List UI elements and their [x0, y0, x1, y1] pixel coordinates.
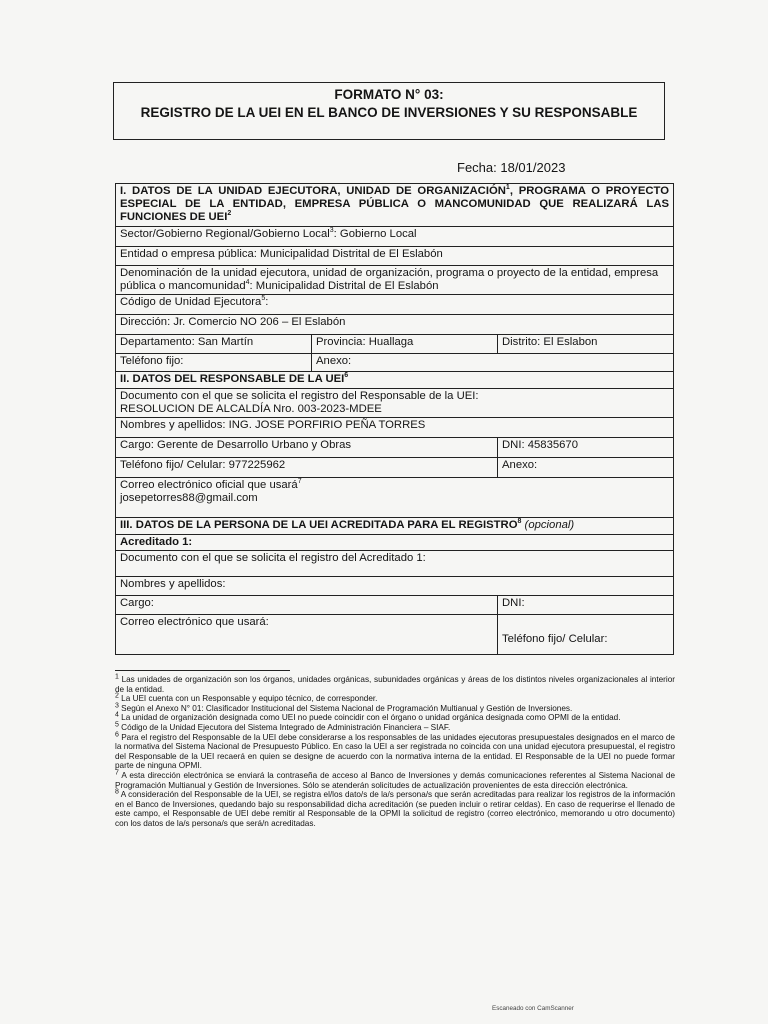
documento-responsable-row: [116, 389, 674, 418]
section2-heading: [116, 372, 674, 389]
form-title-box: [113, 82, 665, 140]
denominacion-row: [116, 266, 674, 295]
correo-acreditado-row: [116, 615, 674, 655]
footnote-ref-4: 4: [245, 279, 250, 287]
footnote-ref-8: 8: [517, 518, 522, 526]
sector-row: [116, 227, 674, 247]
section1-heading: [116, 184, 674, 227]
sector-value: : Gobierno Local: [333, 228, 417, 240]
ubicacion-row: [116, 335, 674, 354]
cargo-responsable-field: Cargo: Gerente de Desarrollo Urbano y Obras: [116, 438, 498, 458]
dni-acreditado-field: DNI:: [498, 596, 674, 615]
direccion-field: Dirección: Jr. Comercio NO 206 – El Eslabón: [116, 315, 674, 335]
correo-responsable-label: Correo electrónico oficial que usará: [120, 479, 298, 491]
distrito-field: Distrito: El Eslabon: [498, 335, 674, 354]
telefono-responsable-row: [116, 458, 674, 478]
footnote-ref-6: 6: [344, 372, 349, 380]
scanner-watermark: Escaneado con CamScanner: [492, 1005, 574, 1012]
section3-optional: (opcional): [521, 519, 575, 531]
direccion-row: [116, 315, 674, 335]
codigo-label: Código de Unidad Ejecutora: [120, 296, 262, 308]
telefono-acreditado-field: Teléfono fijo/ Celular:: [498, 615, 674, 655]
section1-heading-a: I. DATOS DE LA UNIDAD EJECUTORA, UNIDAD DE ORGANIZACIÓN: [120, 185, 506, 197]
acreditado-row: [116, 535, 674, 551]
cargo-acreditado-field: Cargo:: [116, 596, 498, 615]
footnote-ref-3: 3: [329, 227, 334, 235]
footnotes: [115, 675, 675, 829]
acreditado-label: Acreditado 1:: [116, 535, 674, 551]
section1-heading-b: , PROGRAMA O PROYECTO ESPECIAL DE LA ENTIDAD, EMPRESA PÚBLICA O MANCOMUNIDAD QUE REALIZARÁ LAS FUNCIONES DE UEI: [120, 185, 670, 223]
departamento-field: Departamento: San Martín: [116, 335, 312, 354]
section2-heading-text: II. DATOS DEL RESPONSABLE DE LA UEI: [120, 373, 345, 385]
footnote-7: $^7$ A esta dirección electrónica se enviará la contraseña de acceso al Banco de Inversiones y demás comunicaciones referentes al Sistema Nacional de Programación Multianual y Gestión de Inversiones. Sólo se atenderán solicitudes de actualización provenientes de esta dirección electrónica.: [115, 769, 675, 790]
cargo-acreditado-row: [116, 596, 674, 615]
codigo-suffix: :: [265, 296, 269, 308]
entidad-field: Entidad o empresa pública: Municipalidad Distrital de El Eslabón: [116, 247, 674, 266]
form-date: Fecha: 18/01/2023: [457, 160, 566, 175]
telefono-responsable-field: Teléfono fijo/ Celular: 977225962: [116, 458, 498, 478]
footnote-5: $^5$ Código de la Unidad Ejecutora del Sistema Integrado de Administración Financiera – SIAF.: [115, 721, 451, 732]
nombres-responsable-field: Nombres y apellidos: ING. JOSE PORFIRIO PEÑA TORRES: [116, 418, 674, 438]
nombres-acreditado-field: Nombres y apellidos:: [116, 577, 674, 596]
footnote-1: $^1$ Las unidades de organización son los órganos, unidades orgánicas, subunidades orgánicas y áreas de los distintos niveles organizacionales al interior de la entidad.: [115, 673, 675, 694]
dni-responsable-field: DNI: 45835670: [498, 438, 674, 458]
section3-heading: [116, 518, 674, 535]
denominacion-value: : Municipalidad Distrital de El Eslabón: [249, 280, 439, 292]
footnote-4: $^4$ La unidad de organización designada como UEI no puede coincidir con el órgano o unidad orgánica designada como OPMI de la entidad.: [115, 711, 621, 723]
documento-acreditado-row: [116, 551, 674, 577]
denominacion-label: Denominación de la unidad ejecutora, unidad de organización, programa o proyecto de la entidad, empresa pública o mancomunidad: [120, 267, 659, 292]
form-title: REGISTRO DE LA UEI EN EL BANCO DE INVERSIONES Y SU RESPONSABLE: [140, 105, 638, 120]
footnote-separator: [115, 670, 290, 671]
footnote-ref-7: 7: [297, 478, 302, 486]
footnote-8: $^8$ A consideración del Responsable de la UEI, se registra el/los dato/s de la/s persona/s que serán acreditadas para realizar los registros de la información en el Banco de Inversiones, quedando bajo su responsabilidad dicha acreditación (se pueden incluir o retirar celdas). En caso de requerirse el llenado de este campo, el Responsable de UEI debe remitir al Responsable de la OPMI la solicitud de registro (correo electrónico, memorando u otro documento) con los datos de la/s persona/s que será/n acreditadas.: [115, 788, 675, 828]
sector-label: Sector/Gobierno Regional/Gobierno Local: [120, 228, 330, 240]
anexo-responsable-field: Anexo:: [498, 458, 674, 478]
correo-acreditado-field: Correo electrónico que usará:: [116, 615, 498, 655]
footnote-ref-5: 5: [261, 295, 266, 303]
cargo-responsable-row: [116, 438, 674, 458]
footnote-3: $^3$ Según el Anexo N° 01: Clasificador Institucional del Sistema Nacional de Programación Multianual y Gestión de Inversiones.: [115, 702, 573, 713]
registration-form-table: [115, 183, 674, 655]
nombres-responsable-row: [116, 418, 674, 438]
section3-heading-text: III. DATOS DE LA PERSONA DE LA UEI ACREDITADA PARA EL REGISTRO: [120, 519, 518, 531]
footnote-2: $^2$ La UEI cuenta con un Responsable y equipo técnico, de corresponder.: [115, 692, 378, 704]
codigo-row: [116, 295, 674, 315]
correo-responsable-row: [116, 478, 674, 518]
footnote-6: $^6$ Para el registro del Responsable de la UEI debe considerarse a los responsables de las unidades ejecutoras presupuestales designados en el marco de la normativa del Sistema Nacional de Presupuesto Público. En caso la UEI a ser registrada no coincida con una unidad ejecutora presupuestal, el registro del Responsable de la UEI recaerá en quien se designe de acuerdo con la normativa interna de la entidad. El Responsable de la UEI no puede formar parte de ninguna OPMI.: [115, 730, 675, 771]
documento-responsable-value: RESOLUCION DE ALCALDÍA Nro. 003-2023-MDEE: [120, 403, 382, 415]
provincia-field: Provincia: Huallaga: [312, 335, 498, 354]
anexo-field: Anexo:: [312, 354, 674, 372]
form-number: FORMATO N° 03:: [334, 87, 444, 102]
documento-responsable-label: Documento con el que se solicita el registro del Responsable de la UEI:: [120, 390, 479, 402]
telefono-field: Teléfono fijo:: [116, 354, 312, 372]
nombres-acreditado-row: [116, 577, 674, 596]
footnote-ref-2: 2: [227, 210, 232, 218]
footnote-ref-1: 1: [505, 184, 510, 192]
telefono-row: [116, 354, 674, 372]
documento-acreditado-field: Documento con el que se solicita el registro del Acreditado 1:: [116, 551, 674, 577]
entidad-row: [116, 247, 674, 266]
correo-responsable-value: josepetorres88@gmail.com: [120, 492, 258, 504]
